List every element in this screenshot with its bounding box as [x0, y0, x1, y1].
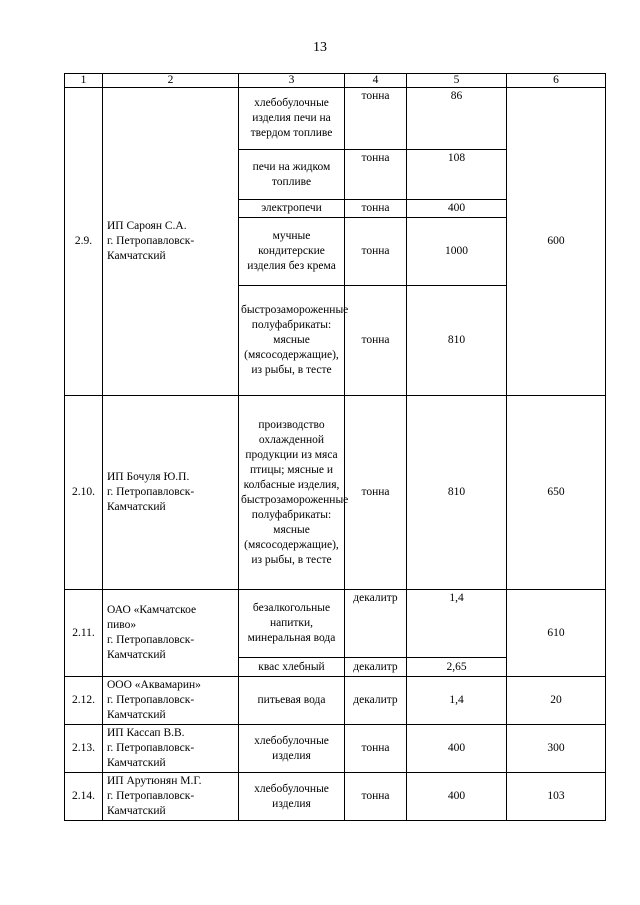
table-row: [65, 677, 606, 725]
product-cell: быстрозамороженные полуфабрикаты: мясные (мясосодержащие), из рыбы, в тесте: [239, 286, 345, 396]
total-cell: 650: [507, 396, 606, 590]
header-cell: 1: [65, 74, 103, 88]
product-cell: хлебобулочные изделия печи на твердом топливе: [239, 88, 345, 150]
organization-name-line: Камчатский: [107, 757, 166, 769]
product-cell: питьевая вода: [239, 677, 345, 725]
header-row: [65, 74, 606, 88]
table-row: [65, 590, 606, 658]
organization-name-line: г. Петропавловск-: [107, 235, 195, 247]
table-row: [65, 88, 606, 150]
product-cell: мучные кондитерские изделия без крема: [239, 218, 345, 286]
product-cell: электропечи: [239, 200, 345, 218]
row-number: 2.9.: [65, 88, 103, 396]
product-cell: печи на жидком топливе: [239, 150, 345, 200]
table-row: [65, 773, 606, 821]
unit-cell: декалитр: [345, 658, 407, 677]
value-cell: 1,4: [407, 677, 507, 725]
organization-name-line: г. Петропавловск-: [107, 742, 195, 754]
data-table: [64, 73, 606, 821]
header-cell: 4: [345, 74, 407, 88]
value-cell: 400: [407, 200, 507, 218]
organization-name: [103, 773, 239, 821]
row-number: 2.11.: [65, 590, 103, 677]
organization-name-line: Камчатский: [107, 709, 166, 721]
unit-cell: тонна: [345, 773, 407, 821]
header-cell: 6: [507, 74, 606, 88]
row-number: 2.14.: [65, 773, 103, 821]
table-row: [65, 725, 606, 773]
unit-cell: тонна: [345, 396, 407, 590]
organization-name-line: ИП Бочуля Ю.П.: [107, 471, 190, 483]
organization-name-line: г. Петропавловск-: [107, 694, 195, 706]
organization-name: [103, 725, 239, 773]
organization-name-line: Камчатский: [107, 250, 166, 262]
product-cell: хлебобулочные изделия: [239, 725, 345, 773]
value-cell: 2,65: [407, 658, 507, 677]
value-cell: 1,4: [407, 590, 507, 658]
value-cell: 810: [407, 396, 507, 590]
unit-cell: тонна: [345, 88, 407, 150]
organization-name-line: Камчатский: [107, 805, 166, 817]
value-cell: 86: [407, 88, 507, 150]
value-cell: 1000: [407, 218, 507, 286]
organization-name-line: ИП Кассап В.В.: [107, 727, 185, 739]
page-number: 13: [313, 40, 327, 55]
unit-cell: тонна: [345, 218, 407, 286]
total-cell: 600: [507, 88, 606, 396]
product-cell: производство охлажденной продукции из мяса птицы; мясные и колбасные изделия, быстрозамороженные полуфабрикаты: мясные (мясосодержащие), из рыбы, в тесте: [239, 396, 345, 590]
organization-name-line: ООО «Аквамарин»: [107, 679, 201, 691]
organization-name: [103, 590, 239, 677]
organization-name-line: ОАО «Камчатское: [107, 604, 197, 616]
header-cell: 3: [239, 74, 345, 88]
organization-name: [103, 677, 239, 725]
organization-name-line: пиво»: [107, 619, 137, 631]
organization-name-line: Камчатский: [107, 649, 166, 661]
value-cell: 108: [407, 150, 507, 200]
header-cell: 5: [407, 74, 507, 88]
total-cell: 103: [507, 773, 606, 821]
unit-cell: тонна: [345, 725, 407, 773]
organization-name: [103, 88, 239, 396]
organization-name-line: Камчатский: [107, 501, 166, 513]
value-cell: 400: [407, 725, 507, 773]
organization-name-line: ИП Арутюнян М.Г.: [107, 775, 202, 787]
total-cell: 20: [507, 677, 606, 725]
value-cell: 400: [407, 773, 507, 821]
organization-name-line: г. Петропавловск-: [107, 790, 195, 802]
organization-name-line: г. Петропавловск-: [107, 486, 195, 498]
table-row: [65, 396, 606, 590]
unit-cell: тонна: [345, 150, 407, 200]
product-cell: безалкогольные напитки, минеральная вода: [239, 590, 345, 658]
unit-cell: тонна: [345, 286, 407, 396]
unit-cell: тонна: [345, 200, 407, 218]
product-cell: квас хлебный: [239, 658, 345, 677]
header-cell: 2: [103, 74, 239, 88]
unit-cell: декалитр: [345, 677, 407, 725]
row-number: 2.13.: [65, 725, 103, 773]
organization-name-line: ИП Сароян С.А.: [107, 220, 187, 232]
row-number: 2.12.: [65, 677, 103, 725]
unit-cell: декалитр: [345, 590, 407, 658]
row-number: 2.10.: [65, 396, 103, 590]
product-cell: хлебобулочные изделия: [239, 773, 345, 821]
total-cell: 300: [507, 725, 606, 773]
organization-name: [103, 396, 239, 590]
organization-name-line: г. Петропавловск-: [107, 634, 195, 646]
total-cell: 610: [507, 590, 606, 677]
value-cell: 810: [407, 286, 507, 396]
